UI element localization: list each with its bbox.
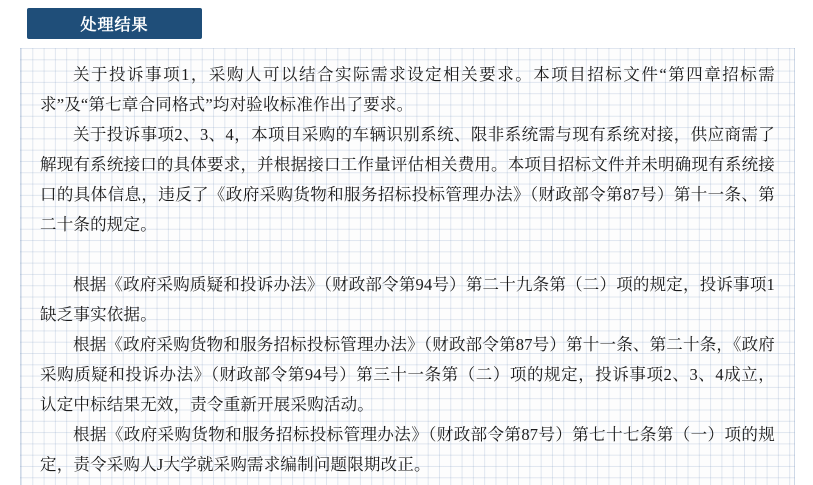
document-body (30, 60, 785, 480)
paragraph-2: 关于投诉事项2、3、4，本项目采购的车辆识别系统、限非系统需与现有系统对接，供应商需了解现有系统接口的具体要求，并根据接口工作量评估相关费用。本项目招标文件并未明确现有系统接口的具体信息，违反了《政府采购货物和服务招标投标管理办法》（财政部令第87号）第十一条、第二十条的规定。 (40, 125, 775, 234)
paragraph-3: 根据《政府采购质疑和投诉办法》（财政部令第94号）第二十九条第（二）项的规定，投诉事项1缺乏事实依据。 (40, 275, 775, 324)
header-band (0, 0, 813, 48)
paragraph-4: 根据《政府采购货物和服务招标投标管理办法》（财政部令第87号）第十一条、第二十条，《政府采购质疑和投诉办法》（财政部令第94号）第三十一条第（二）项的规定，投诉事项2、3、4成立，认定中标结果无效，责令重新开展采购活动。 (40, 335, 775, 414)
paragraph-1: 关于投诉事项1，采购人可以结合实际需求设定相关要求。本项目招标文件“第四章招标需求”及“第七章合同格式”均对验收标准作出了要求。 (40, 65, 775, 114)
section-title-tab: 处理结果 (27, 8, 202, 39)
paragraph-5: 根据《政府采购货物和服务招标投标管理办法》（财政部令第87号）第七十七条第（一）项的规定，责令采购人J大学就采购需求编制问题限期改正。 (40, 425, 775, 474)
